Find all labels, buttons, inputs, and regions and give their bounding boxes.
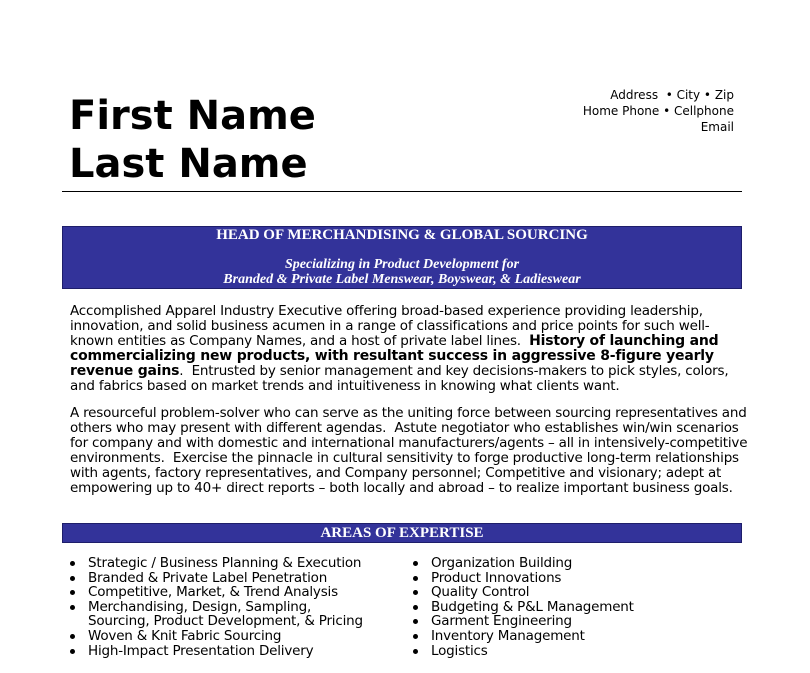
list-item: Organization Building bbox=[413, 556, 743, 571]
first-name: First Name bbox=[69, 93, 316, 139]
contact-address: Address • City • Zip bbox=[610, 88, 734, 102]
bullet-icon bbox=[70, 649, 75, 654]
summary-paragraph-2: A resourceful problem-solver who can serve as the uniting force between sourcing representatives and others who may present with different agendas. Astute negotiator who establishes win/win scenarios for company and with domestic and international manufacturers/agents – all in intensively-competitive environments. Exercise the pinnacle in cultural sensitivity to forge productive long-term relationships with agents, factory representatives, and Company personnel; Competitive and visionary; adept at empowering up to 40+ direct reports – both locally and abroad – to realize important business goals. bbox=[70, 405, 752, 496]
expertise-title: AREAS OF EXPERTISE bbox=[320, 525, 484, 541]
expertise-list-right bbox=[413, 556, 743, 658]
list-item: Merchandising, Design, Sampling, Sourcing, Product Development, & Pricing bbox=[70, 600, 390, 629]
summary-p1-text-a: Accomplished Apparel Industry Executive offering broad-based experience providing leadership, innovation, and solid business acumen in a range of classifications and price points for such well-known entities as Company Names, and a host of private label lines. bbox=[70, 303, 710, 349]
list-item: Competitive, Market, & Trend Analysis bbox=[70, 585, 390, 600]
list-item: Garment Engineering bbox=[413, 614, 743, 629]
contact-phones: Home Phone • Cellphone bbox=[582, 104, 734, 118]
bullet-icon bbox=[70, 576, 75, 581]
bullet-icon bbox=[413, 649, 418, 654]
last-name: Last Name bbox=[69, 141, 308, 187]
list-item: High-Impact Presentation Delivery bbox=[70, 644, 390, 659]
list-item: Product Innovations bbox=[413, 571, 743, 586]
contact-email: Email bbox=[700, 120, 734, 134]
bullet-icon bbox=[413, 634, 418, 639]
headline-subtitle-line1: Specializing in Product Development for bbox=[284, 257, 520, 272]
bullet-icon bbox=[413, 561, 418, 566]
contact-info bbox=[583, 87, 734, 135]
name-block bbox=[69, 92, 316, 188]
expertise-banner bbox=[62, 523, 742, 543]
list-item: Inventory Management bbox=[413, 629, 743, 644]
bullet-icon bbox=[413, 590, 418, 595]
headline-subtitle bbox=[63, 257, 741, 287]
bullet-icon bbox=[70, 634, 75, 639]
summary-paragraph-1 bbox=[70, 304, 750, 394]
summary-p1-text-b: . Entrusted by senior management and key decisions-makers to pick styles, colors, and fabrics based on market trends and intuitiveness in knowing what clients want. bbox=[70, 363, 733, 394]
bullet-icon bbox=[413, 605, 418, 610]
list-item: Quality Control bbox=[413, 585, 743, 600]
bullet-icon bbox=[70, 605, 75, 610]
bullet-icon bbox=[70, 590, 75, 595]
headline-subtitle-line2: Branded & Private Label Menswear, Boyswear, & Ladieswear bbox=[223, 272, 581, 287]
bullet-icon bbox=[70, 561, 75, 566]
list-item: Woven & Knit Fabric Sourcing bbox=[70, 629, 390, 644]
list-item: Logistics bbox=[413, 644, 743, 659]
headline-banner bbox=[62, 226, 742, 289]
list-item: Strategic / Business Planning & Execution bbox=[70, 556, 390, 571]
headline-title: HEAD OF MERCHANDISING & GLOBAL SOURCING bbox=[216, 227, 588, 243]
summary-p1-highlight: History of launching and commercializing new products, with resultant success in aggressive 8-figure yearly revenue gains bbox=[70, 333, 719, 379]
bullet-icon bbox=[413, 576, 418, 581]
list-item: Budgeting & P&L Management bbox=[413, 600, 743, 615]
expertise-list-left bbox=[70, 556, 390, 658]
bullet-icon bbox=[413, 619, 418, 624]
header-divider bbox=[62, 191, 742, 192]
list-item: Branded & Private Label Penetration bbox=[70, 571, 390, 586]
